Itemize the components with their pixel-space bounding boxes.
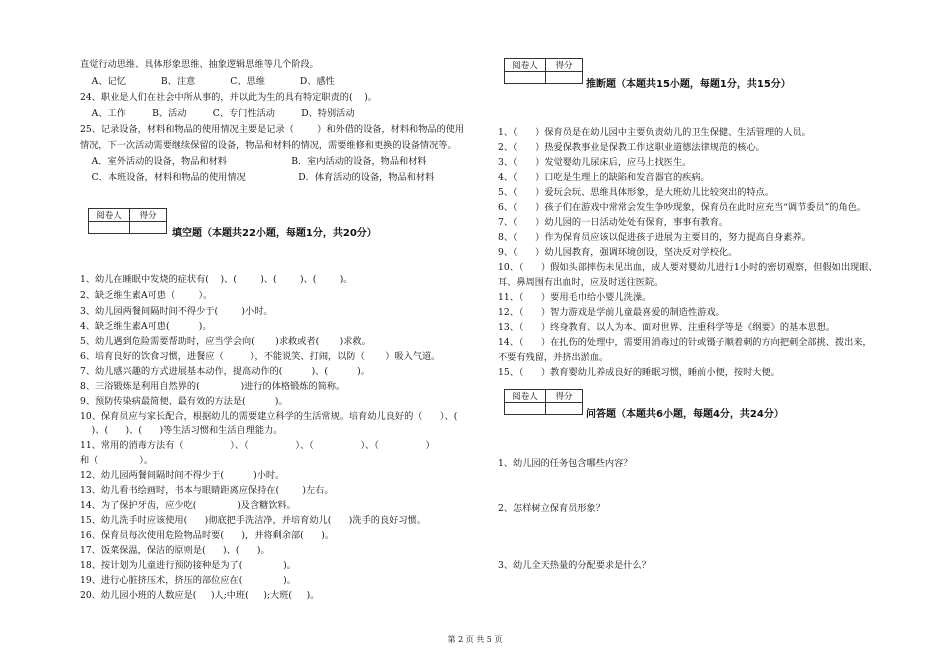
judge-line: 4、（ ）口吃是生理上的缺陷和发音器官的疾病。: [498, 172, 710, 183]
score-points-label: 得分: [546, 59, 583, 72]
fill-line: 14、为了保护牙齿，应少吃( )及含糖饮料。: [80, 500, 296, 511]
fill-line: 7、幼儿感兴趣的方式进展基本动作，提高动作的( )、( )。: [80, 366, 370, 377]
fill-line: 8、三浴锻炼是利用自然界的( )进行的体格锻炼的简称。: [80, 381, 346, 392]
judge-line: 12、（ ）智力游戏是学前儿童最喜爱的制造性游戏。: [498, 307, 725, 318]
score-points-cell: [130, 222, 167, 234]
question-25-options-cd: C．本班设备，材料和物品的使用情况 D．体育活动的设备，物品和材料: [80, 172, 435, 183]
qa-section-title: 问答题（本题共6小题，每题4分，共24分）: [586, 409, 784, 420]
question-25-stem: 25、记录设备，材料和物品的使用情况主要是记录（ ）和外借的设备，材料和物品的使用: [80, 124, 465, 135]
fill-line: 20、幼儿园小班的人数应是( )人;中班( );大班( )。: [80, 590, 320, 601]
fill-line: 13、幼儿看书绘画时，书本与眼睛距离应保持在( )左右。: [80, 485, 334, 496]
qa-question: 1、幼儿园的任务包含哪些内容？: [498, 458, 633, 469]
judge-score-table: [504, 58, 583, 84]
qa-score-table: [504, 389, 583, 415]
score-points-cell: [546, 403, 583, 415]
score-grader-label: 阅卷人: [89, 209, 130, 222]
score-grader-cell: [505, 403, 546, 415]
question-23-stem-cont: 直觉行动思维、具体形象思维、抽象逻辑思维等几个阶段。: [80, 59, 319, 70]
judge-line: 不要有残留，并挤出淤血。: [498, 352, 609, 363]
question-25-options-ab: A．室外活动的设备，物品和材料 B．室内活动的设备，物品和材料: [80, 156, 427, 167]
question-23-options: A、记忆 B、注意 C、思维 D、感性: [80, 76, 335, 87]
judge-line: 2、（ ）热爱保教事业是保教工作这职业道德法律规范的核心。: [498, 142, 765, 153]
fill-line: 5、幼儿遇到危险需要帮助时，应当学会向( )求救或者( )求救。: [80, 336, 371, 347]
fill-line: )、( )、( )等生活习惯和生活自理能力。: [80, 425, 283, 436]
fill-score-table: [88, 208, 167, 234]
judge-line: 8、（ ）作为保育员应该以促进孩子进展为主要目的，努力提高自身素养。: [498, 232, 811, 243]
score-points-label: 得分: [130, 209, 167, 222]
page-footer: 第 2 页 共 5 页: [447, 635, 503, 644]
fill-section-title: 填空题（本题共22小题，每题1分，共20分）: [172, 228, 377, 239]
qa-question: 3、幼儿全天热量的分配要求是什么？: [498, 560, 651, 571]
fill-line: 17、饭菜保温，保洁的原则是( )、( )。: [80, 545, 270, 556]
question-25-stem-cont: 情况，下一次活动需要继续保留的设备，物品和材料的情况，需要维修和更换的设备情况等。: [80, 140, 457, 151]
judge-line: 1、（ ）保育员是在幼儿园中主要负责幼儿的卫生保健、生活管理的人员。: [498, 127, 811, 138]
fill-line: 6、培育良好的饮食习惯，进餐应（ ），不能说笑、打闹，以防（ ）吸入气道。: [80, 351, 441, 362]
score-grader-label: 阅卷人: [505, 390, 546, 403]
score-points-label: 得分: [546, 390, 583, 403]
judge-line: 10、（ ）假如头部摔伤未见出血，成人要对婴幼儿进行1小时的密切观察，但假如出现眼、: [498, 262, 878, 273]
judge-line: 13、（ ）终身教育、以人为本、面对世界、注重科学等是《纲要》的基本思想。: [498, 322, 835, 333]
judge-section-title: 推断题（本题共15小题，每题1分，共15分）: [586, 79, 791, 90]
fill-line: 19、进行心脏挤压术，挤压的部位应在( )。: [80, 575, 296, 586]
fill-line: 3、幼儿园两餐间隔时间不得少于( )小时。: [80, 306, 273, 317]
question-24-stem: 24、职业是人们在社会中所从事的，并以此为生的具有特定职责的( )。: [80, 92, 377, 103]
score-grader-cell: [89, 222, 130, 234]
judge-line: 3、（ ）发觉婴幼儿尿床后，应马上找医生。: [498, 157, 692, 168]
judge-line: 7、（ ）幼儿园的一日活动处处有保育，事事有教育。: [498, 217, 729, 228]
judge-line: 14、（ ）在扎伤的处理中，需要用消毒过的针或镊子顺着刺的方向把刺全部挑、拨出来，: [498, 337, 872, 348]
fill-line: 9、预防传染病最简便、最有效的方法是( )。: [80, 396, 288, 407]
qa-question: 2、怎样树立保育员形象？: [498, 503, 605, 514]
score-grader-cell: [505, 72, 546, 84]
fill-line: 和（ ）。: [80, 455, 154, 466]
judge-line: 耳、鼻周围有出血时，应及时送往医院。: [498, 277, 664, 288]
score-points-cell: [546, 72, 583, 84]
fill-line: 4、缺乏维生素A可患( )。: [80, 321, 212, 332]
fill-line: 2、缺乏维生素A可患（ ）。: [80, 290, 213, 301]
judge-line: 11、（ ）要用毛巾给小婴儿洗澡。: [498, 292, 652, 303]
fill-line: 1、幼儿在睡眠中发烧的症状有( )、( )、( )、( )。: [80, 274, 353, 285]
judge-line: 15、（ ）教育婴幼儿养成良好的睡眠习惯，睡前小便，按时大便。: [498, 367, 780, 378]
judge-line: 5、（ ）爱玩会玩、思维具体形象，是大班幼儿比较突出的特点。: [498, 187, 775, 198]
fill-line: 11、常用的消毒方法有（ ）、（ ）、（ ）、（ ）: [80, 440, 435, 451]
judge-line: 9、（ ）幼儿园教育，强调环境创设，坚决反对学校化。: [498, 247, 738, 258]
fill-line: 16、保育员每次使用危险物品时要( )，并将剩余部( )。: [80, 530, 335, 541]
question-24-options: A、工作 B、活动 C、专门性活动 D、特别活动: [80, 108, 355, 119]
fill-line: 18、按计划为儿童进行预防接种是为了( )。: [80, 560, 296, 571]
fill-line: 15、幼儿洗手时应该使用( )彻底把手洗洁净，并培育幼儿( )洗手的良好习惯。: [80, 515, 426, 526]
score-grader-label: 阅卷人: [505, 59, 546, 72]
judge-line: 6、（ ）孩子们在游戏中常常会发生争吵现象，保育员在此时应充当“调节委员”的角色。: [498, 202, 867, 213]
fill-line: 10、保育员应与家长配合，根据幼儿的需要建立科学的生活常规。培育幼儿良好的（ ）、(: [80, 411, 458, 422]
fill-line: 12、幼儿园两餐间隔时间不得少于( )小时。: [80, 470, 285, 481]
